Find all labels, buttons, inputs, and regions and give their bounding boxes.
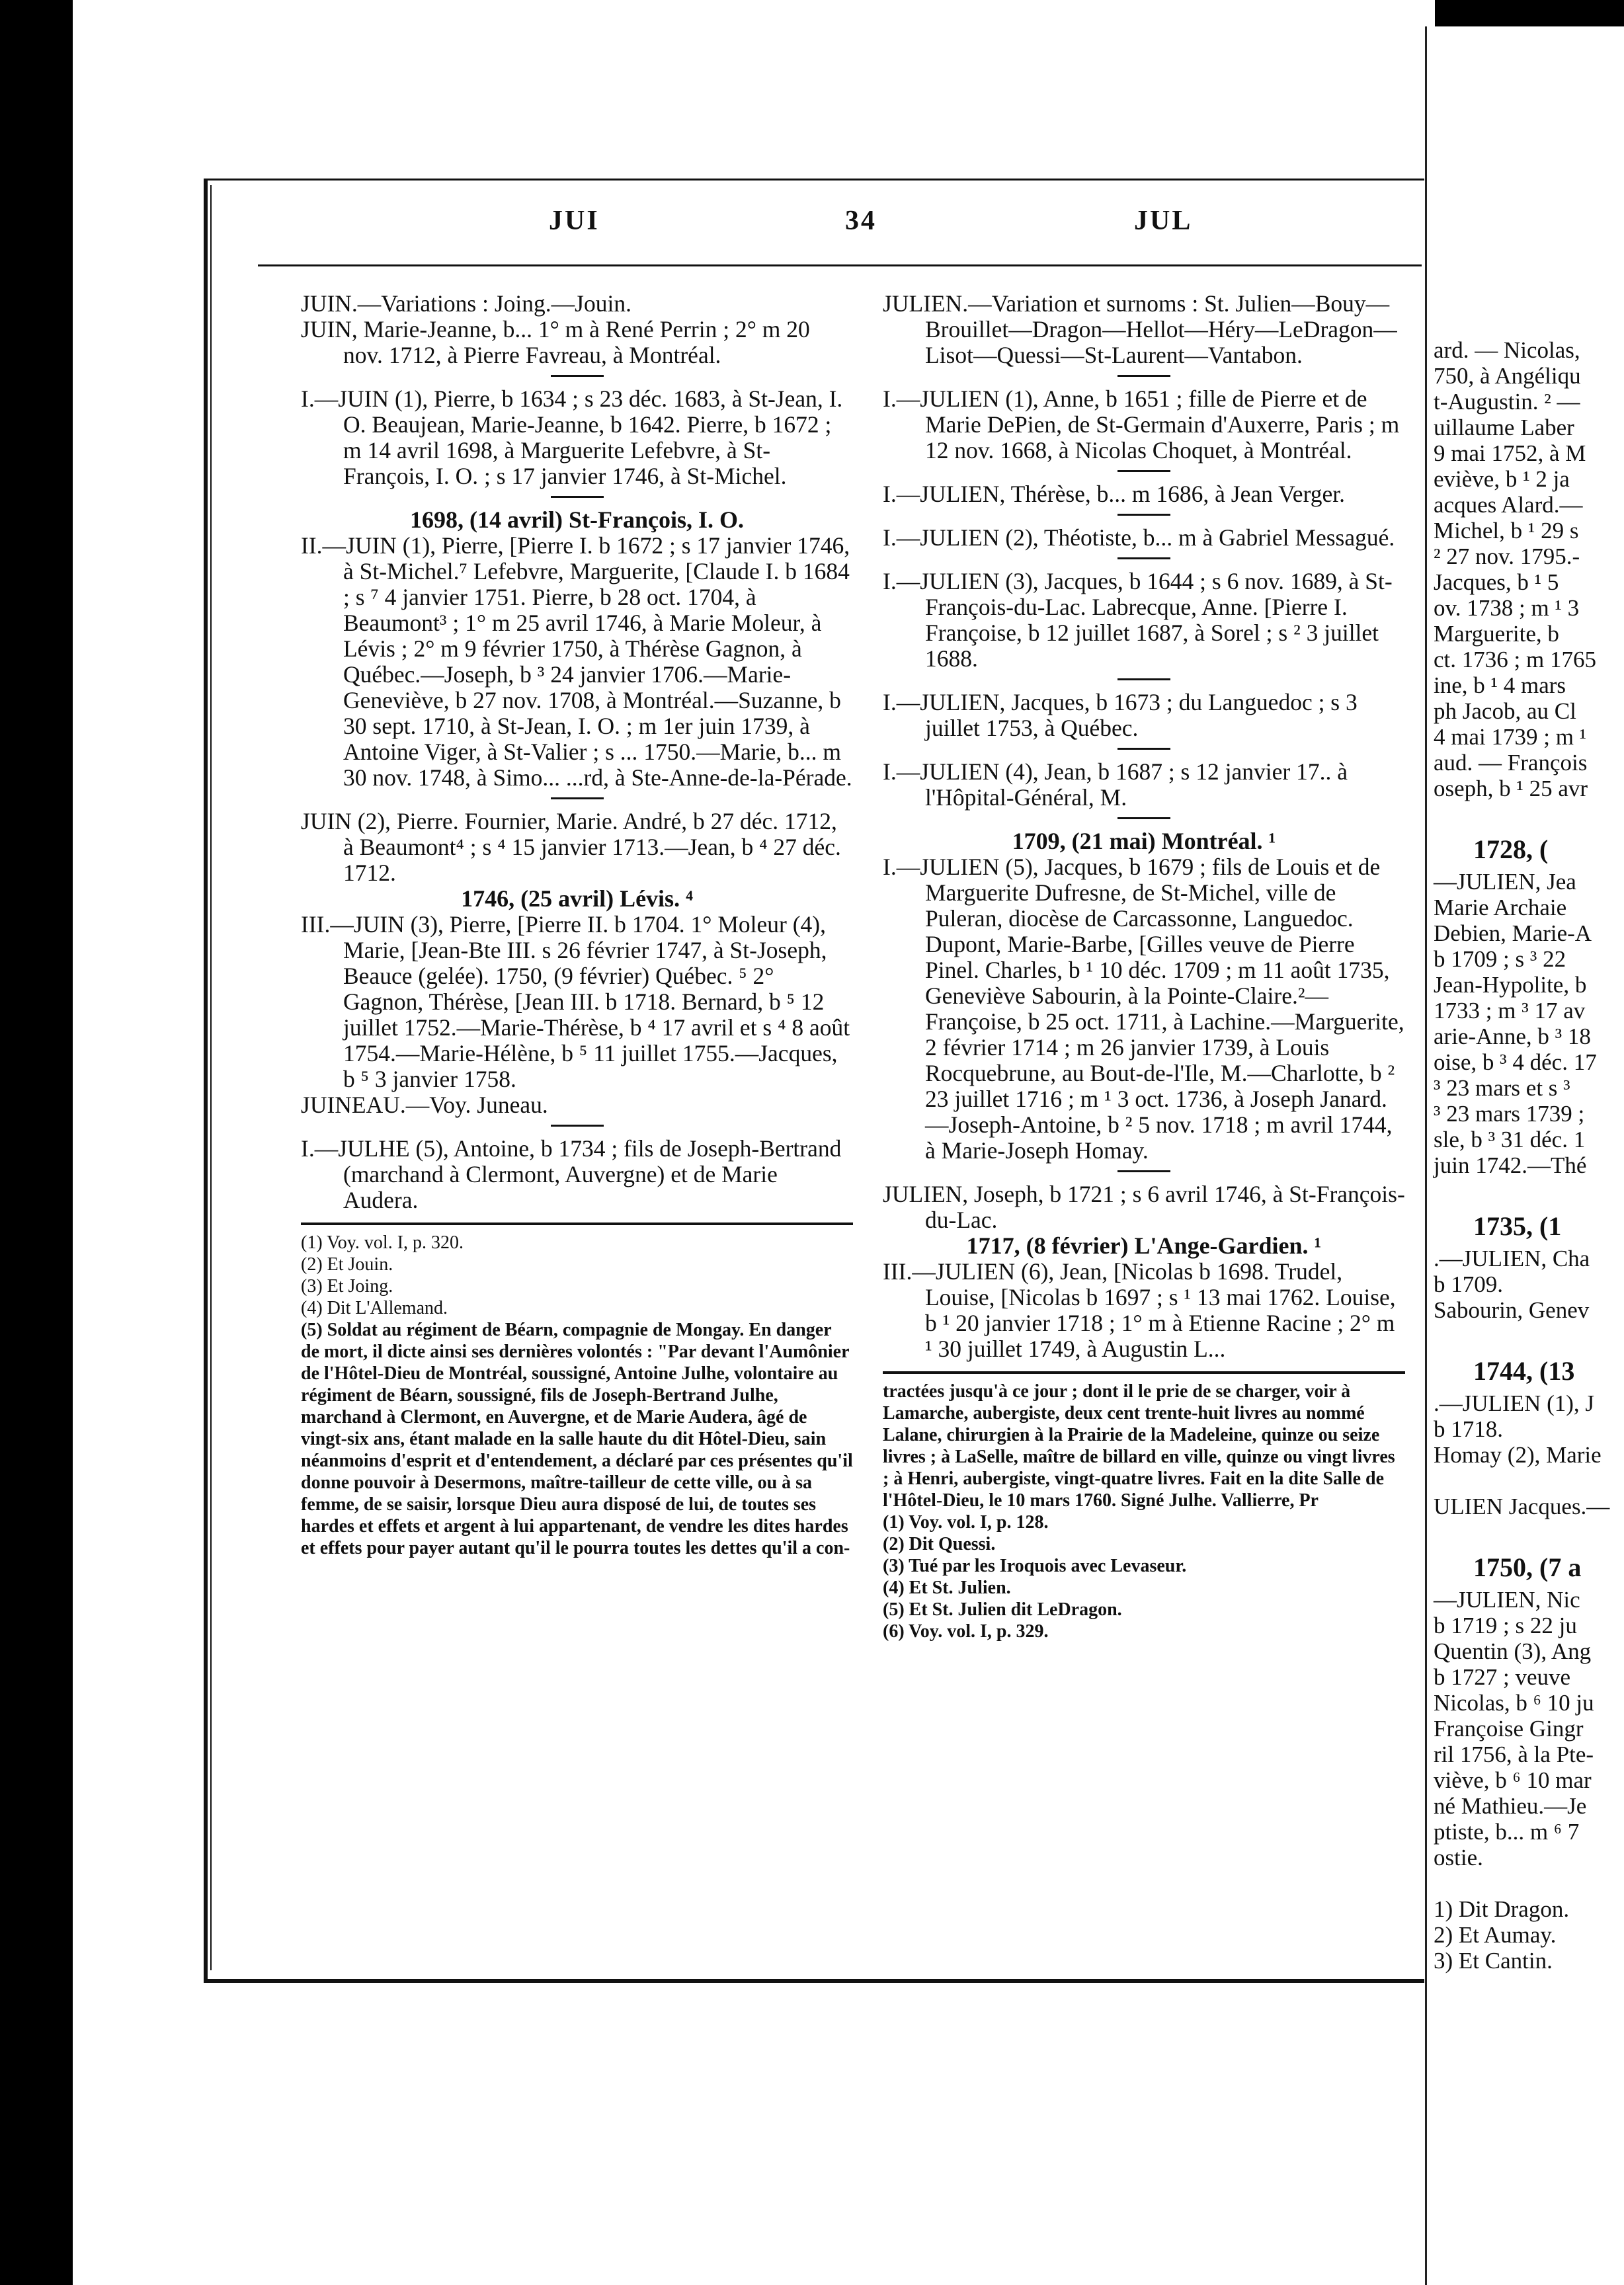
- next-page-line: acques Alard.—: [1434, 492, 1583, 518]
- entry-julien-joseph: JULIEN, Joseph, b 1721 ; s 6 avril 1746, à St-François-du-Lac.: [883, 1181, 1405, 1233]
- entry-separator: [1117, 470, 1170, 472]
- next-page-line: 1728, (: [1473, 834, 1549, 864]
- next-page-line: 3) Et Cantin.: [1434, 1948, 1553, 1974]
- next-page-line: Michel, b ¹ 29 s: [1434, 518, 1579, 543]
- entry-juin-marie-jeanne: JUIN, Marie-Jeanne, b... 1° m à René Perrin ; 2° m 20 nov. 1712, à Pierre Favreau, à Montréal.: [301, 316, 810, 368]
- next-page-line: .—JULIEN, Cha: [1434, 1246, 1590, 1271]
- next-page-line: 1733 ; m ³ 17 av: [1434, 998, 1586, 1023]
- footnote: (1) Voy. vol. I, p. 128.: [883, 1512, 1049, 1533]
- next-page-line: uillaume Laber: [1434, 415, 1574, 440]
- footnote: (4) Et St. Julien.: [883, 1578, 1011, 1598]
- next-page-line: —JULIEN, Jea: [1434, 869, 1576, 895]
- entry-julien-jacques-3: I.—JULIEN (3), Jacques, b 1644 ; s 6 nov. 1689, à St-François-du-Lac. Labrecque, Anne. [Pierre I. Françoise, b 12 juillet 1687, à Sorel ; s ² 3 juillet 1688.: [883, 568, 1393, 672]
- entry-separator: [1117, 1170, 1170, 1172]
- entry-julien-jean-4: I.—JULIEN (4), Jean, b 1687 ; s 12 janvier 17.. à l'Hôpital-Général, M.: [883, 758, 1348, 811]
- next-page-line: 4 mai 1739 ; m ¹: [1434, 724, 1587, 750]
- next-page-line: ³ 23 mars et s ³: [1434, 1075, 1570, 1101]
- next-page-line: 1) Dit Dragon.: [1434, 1896, 1570, 1922]
- entry-juin-pierre-2: II.—JUIN (1), Pierre, [Pierre I. b 1672 ; s 17 janvier 1746, à St-Michel.⁷ Lefebvre, Marguerite, [Claude I. b 1684 ; s ⁷ 4 janvier 1751. Pierre, b 28 oct. 1704, à Beaumont³ ; 1° m 25 avril 1746, à Marie Moleur, à Lévis ; 2° m 9 février 1750, à Thérèse Gagnon, à Québec.—Joseph, b ³ 24 janvier 1706.—Marie-Geneviève, b 27 nov. 1708, à Montréal.—Suzanne, b 30 sept. 1710, à St-Jean, I. O. ; m 1er juin 1739, à Antoine Viger, à St-Valier ; s ... 1750.—Marie, b... m 30 nov. 1748, à Simo... ...rd, à Ste-Anne-de-la-Pérade.: [301, 532, 852, 791]
- next-page-line: Homay (2), Marie: [1434, 1442, 1602, 1468]
- next-page-line: —JULIEN, Nic: [1434, 1587, 1580, 1613]
- entry-julien-jean-6: III.—JULIEN (6), Jean, [Nicolas b 1698. Trudel, Louise, [Nicolas b 1697 ; s ¹ 13 mai 1762. Louise, b ¹ 20 janvier 1718 ; 1° m à Etienne Racine ; 2° m ¹ 30 juillet 1749, à Augustin L...: [883, 1258, 1396, 1362]
- next-page-line: 1744, (13: [1473, 1356, 1575, 1386]
- next-page-line: ³ 23 mars 1739 ;: [1434, 1101, 1585, 1127]
- entry-separator: [551, 1125, 604, 1127]
- next-page-line: ov. 1738 ; m ¹ 3: [1434, 595, 1580, 621]
- entry-julien-therese: I.—JULIEN, Thérèse, b... m 1686, à Jean Verger.: [883, 481, 1345, 507]
- marriage-year-heading: 1709, (21 mai) Montréal. ¹: [1012, 828, 1276, 854]
- next-page-line: Marguerite, b: [1434, 621, 1559, 647]
- next-page-line: sle, b ³ 31 déc. 1: [1434, 1127, 1586, 1152]
- next-page-line: Jean-Hypolite, b: [1434, 972, 1587, 998]
- footnotes-right: [883, 1381, 1405, 1642]
- entry-separator: [551, 797, 604, 799]
- next-page-line: ard. — Nicolas,: [1434, 337, 1580, 363]
- next-page-line: ct. 1736 ; m 1765: [1434, 647, 1596, 672]
- left-column: [301, 291, 853, 1559]
- next-page-line: Sabourin, Genev: [1434, 1297, 1590, 1323]
- next-page-line: né Mathieu.—Je: [1434, 1793, 1587, 1819]
- next-page-line: t-Augustin. ² —: [1434, 389, 1580, 415]
- entry-julien-theotiste: I.—JULIEN (2), Théotiste, b... m à Gabriel Messagué.: [883, 524, 1395, 551]
- next-page-line: [1434, 1519, 1609, 1545]
- page-number: 34: [845, 206, 877, 236]
- next-page-line: [1434, 801, 1609, 827]
- running-head-left: JUI: [549, 206, 600, 236]
- entry-juin-pierre-1: I.—JUIN (1), Pierre, b 1634 ; s 23 déc. 1683, à St-Jean, I. O. Beaujean, Marie-Jeanne, b 1642. Pierre, b 1672 ; m 14 avril 1698, à Marguerite Lefebvre, à St-François, I. O. ; s 17 janvier 1746, à St-Michel.: [301, 385, 843, 489]
- next-page-line: [1434, 1178, 1609, 1204]
- entry-julien-variations: JULIEN.—Variation et surnoms : St. Julien—Bouy—Brouillet—Dragon—Hellot—Héry—LeDragon—Lisot—Quessi—St-Laurent—Vantabon.: [883, 291, 1397, 368]
- footnote: (1) Voy. vol. I, p. 320.: [301, 1232, 464, 1253]
- entry-julien-jacques-1673: I.—JULIEN, Jacques, b 1673 ; du Languedoc ; s 3 juillet 1753, à Québec.: [883, 689, 1358, 741]
- footnote-rule: [883, 1371, 1405, 1374]
- footnote: (5) Et St. Julien dit LeDragon.: [883, 1599, 1122, 1620]
- entry-separator: [551, 375, 604, 377]
- next-page-line: ril 1756, à la Pte-: [1434, 1742, 1594, 1767]
- entry-juin-variations: JUIN.—Variations : Joing.—Jouin.: [301, 290, 631, 317]
- next-page-line: [1434, 1323, 1609, 1349]
- footnote: (2) Dit Quessi.: [883, 1534, 996, 1554]
- entry-juineau: JUINEAU.—Voy. Juneau.: [301, 1092, 548, 1118]
- next-page-line: ptiste, b... m ⁶ 7: [1434, 1819, 1580, 1845]
- footnote-testament: (5) Soldat au régiment de Béarn, compagnie de Mongay. En danger de mort, il dicte ainsi ses dernières volontés : "Par devant l'Aumônier de l'Hôtel-Dieu de Montréal, soussigné, Antoine Julhe, volontaire au régiment de Béarn, soussigné, fils de Joseph-Bertrand Julhe, marchand à Clermont, en Auvergne, et de Marie Audera, âgé de vingt-six ans, étant malade en la salle haute du dit Hôtel-Dieu, sain néanmoins d'esprit et d'entendement, a déclaré par ces présentes qu'il donne pouvoir à Desermons, maître-tailleur de cette ville, ou à sa femme, de se saisir, lorsque Dieu aura disposé de lui, de toutes ses hardes et effets et argent à lui appartenant, de vendre les dites hardes et effets pour payer autant qu'il le pourra toutes les dettes qu'il a con-: [301, 1320, 853, 1558]
- footnotes-left: [301, 1232, 853, 1559]
- next-page-edge: [1425, 26, 1624, 2285]
- next-page-line: Quentin (3), Ang: [1434, 1638, 1592, 1664]
- next-page-line: arie-Anne, b ³ 18: [1434, 1023, 1591, 1049]
- footnote-continuation: tractées jusqu'à ce jour ; dont il le prie de se charger, voir à Lamarche, aubergiste, deux cent trente-huit livres au nommé Lalane, chirurgien à la Prairie de la Madeleine, quinze ou seize livres ; à LaSelle, maître de billard en ville, quinze ou vingt livres ; à Henri, aubergiste, vingt-quatre livres. Fait en la dite Salle de l'Hôtel-Dieu, le 10 mars 1760. Signé Julhe. Vallierre, Pr: [883, 1381, 1395, 1511]
- next-page-line: eviève, b ¹ 2 ja: [1434, 466, 1570, 492]
- entry-separator: [1117, 748, 1170, 750]
- next-page-line: b 1719 ; s 22 ju: [1434, 1613, 1577, 1638]
- next-page-line: 2) Et Aumay.: [1434, 1922, 1557, 1948]
- next-page-text-fragment: [1427, 337, 1609, 1974]
- entry-julien-jacques-5: I.—JULIEN (5), Jacques, b 1679 ; fils de Louis et de Marguerite Dufresne, de St-Michel, ville de Puleran, diocèse de Carcassonne, Languedoc. Dupont, Marie-Barbe, [Gilles veuve de Pierre Pinel. Charles, b ¹ 10 déc. 1709 ; m 11 août 1735, Geneviève Sabourin, à la Pointe-Claire.²—Françoise, b 25 oct. 1711, à Lachine.—Marguerite, 2 février 1714 ; m 26 janvier 1739, à Louis Rocquebrune, au Bout-de-l'Ile, M.—Charlotte, b ² 23 juillet 1716 ; m ¹ 3 oct. 1736, à Joseph Janard.—Joseph-Antoine, b ² 5 nov. 1718 ; m avril 1744, à Marie-Joseph Homay.: [883, 854, 1404, 1164]
- entry-separator: [1117, 817, 1170, 819]
- next-page-line: 1750, (7 a: [1473, 1552, 1582, 1582]
- next-page-line: b 1709 ; s ³ 22: [1434, 946, 1566, 972]
- next-page-line: [1434, 1870, 1609, 1896]
- footnote: (4) Dit L'Allemand.: [301, 1298, 448, 1318]
- marriage-year-heading: 1698, (14 avril) St-François, I. O.: [410, 506, 744, 533]
- next-page-line: oise, b ³ 4 déc. 17: [1434, 1049, 1597, 1075]
- next-page-line: Françoise Gingr: [1434, 1716, 1584, 1742]
- entry-separator: [1117, 557, 1170, 559]
- next-page-line: Jacques, b ¹ 5: [1434, 569, 1559, 595]
- next-page-line: Debien, Marie-A: [1434, 920, 1592, 946]
- marriage-year-heading: 1717, (8 février) L'Ange-Gardien. ¹: [966, 1232, 1322, 1259]
- entry-julien-anne: I.—JULIEN (1), Anne, b 1651 ; fille de Pierre et de Marie DePien, de St-Germain d'Auxerre, Paris ; m 12 nov. 1668, à Nicolas Choquet, à Montréal.: [883, 385, 1400, 463]
- next-page-line: ULIEN Jacques.—: [1434, 1494, 1610, 1519]
- next-page-line: b 1709.: [1434, 1271, 1503, 1297]
- running-head-right: JUL: [1134, 206, 1193, 236]
- next-page-line: b 1718.: [1434, 1416, 1503, 1442]
- footnote: (3) Et Joing.: [301, 1276, 393, 1297]
- next-page-line: viève, b ⁶ 10 mar: [1434, 1767, 1592, 1793]
- next-page-line: ² 27 nov. 1795.-: [1434, 543, 1580, 569]
- next-page-line: 9 mai 1752, à M: [1434, 440, 1586, 466]
- next-page-line: Nicolas, b ⁶ 10 ju: [1434, 1690, 1594, 1716]
- next-page-line: juin 1742.—Thé: [1434, 1152, 1587, 1178]
- footnote-rule: [301, 1223, 853, 1225]
- footnote: (6) Voy. vol. I, p. 329.: [883, 1621, 1049, 1642]
- next-page-line: oseph, b ¹ 25 avr: [1434, 776, 1588, 801]
- entry-juin-pierre-3: III.—JUIN (3), Pierre, [Pierre II. b 1704. 1° Moleur (4), Marie, [Jean-Bte III. s 26 février 1747, à St-Joseph, Beauce (gelée). 1750, (9 février) Québec. ⁵ 2° Gagnon, Thérèse, [Jean III. b 1718. Bernard, b ⁵ 12 juillet 1752.—Marie-Thérèse, b ⁴ 17 avril et s ⁴ 8 août 1754.—Marie-Hélène, b ⁵ 11 juillet 1755.—Jacques, b ⁵ 3 janvier 1758.: [301, 911, 850, 1092]
- entry-separator: [551, 496, 604, 498]
- entry-juin-pierre-fournier: JUIN (2), Pierre. Fournier, Marie. André, b 27 déc. 1712, à Beaumont⁴ ; s ⁴ 15 janvier 1713.—Jean, b ⁴ 27 déc. 1712.: [301, 808, 841, 886]
- entry-separator: [1117, 678, 1170, 680]
- next-page-line: ine, b ¹ 4 mars: [1434, 672, 1566, 698]
- entry-separator: [1117, 514, 1170, 516]
- footnote: (3) Tué par les Iroquois avec Levaseur.: [883, 1556, 1187, 1576]
- footnote: (2) Et Jouin.: [301, 1254, 393, 1275]
- next-page-line: 750, à Angéliqu: [1434, 363, 1581, 389]
- next-page-line: aud. — François: [1434, 750, 1588, 776]
- next-page-line: .—JULIEN (1), J: [1434, 1390, 1595, 1416]
- next-page-line: b 1727 ; veuve: [1434, 1664, 1571, 1690]
- marriage-year-heading: 1746, (25 avril) Lévis. ⁴: [461, 885, 693, 912]
- right-column: [883, 291, 1405, 1642]
- entry-separator: [1117, 375, 1170, 377]
- header-rule: [258, 264, 1422, 266]
- next-page-line: Marie Archaie: [1434, 895, 1567, 920]
- next-page-line: [1434, 1468, 1609, 1494]
- next-page-line: ph Jacob, au Cl: [1434, 698, 1576, 724]
- next-page-line: ostie.: [1434, 1845, 1483, 1870]
- entry-julhe-antoine: I.—JULHE (5), Antoine, b 1734 ; fils de Joseph-Bertrand (marchand à Clermont, Auvergne) et de Marie Audera.: [301, 1135, 842, 1213]
- next-page-line: 1735, (1: [1473, 1211, 1562, 1241]
